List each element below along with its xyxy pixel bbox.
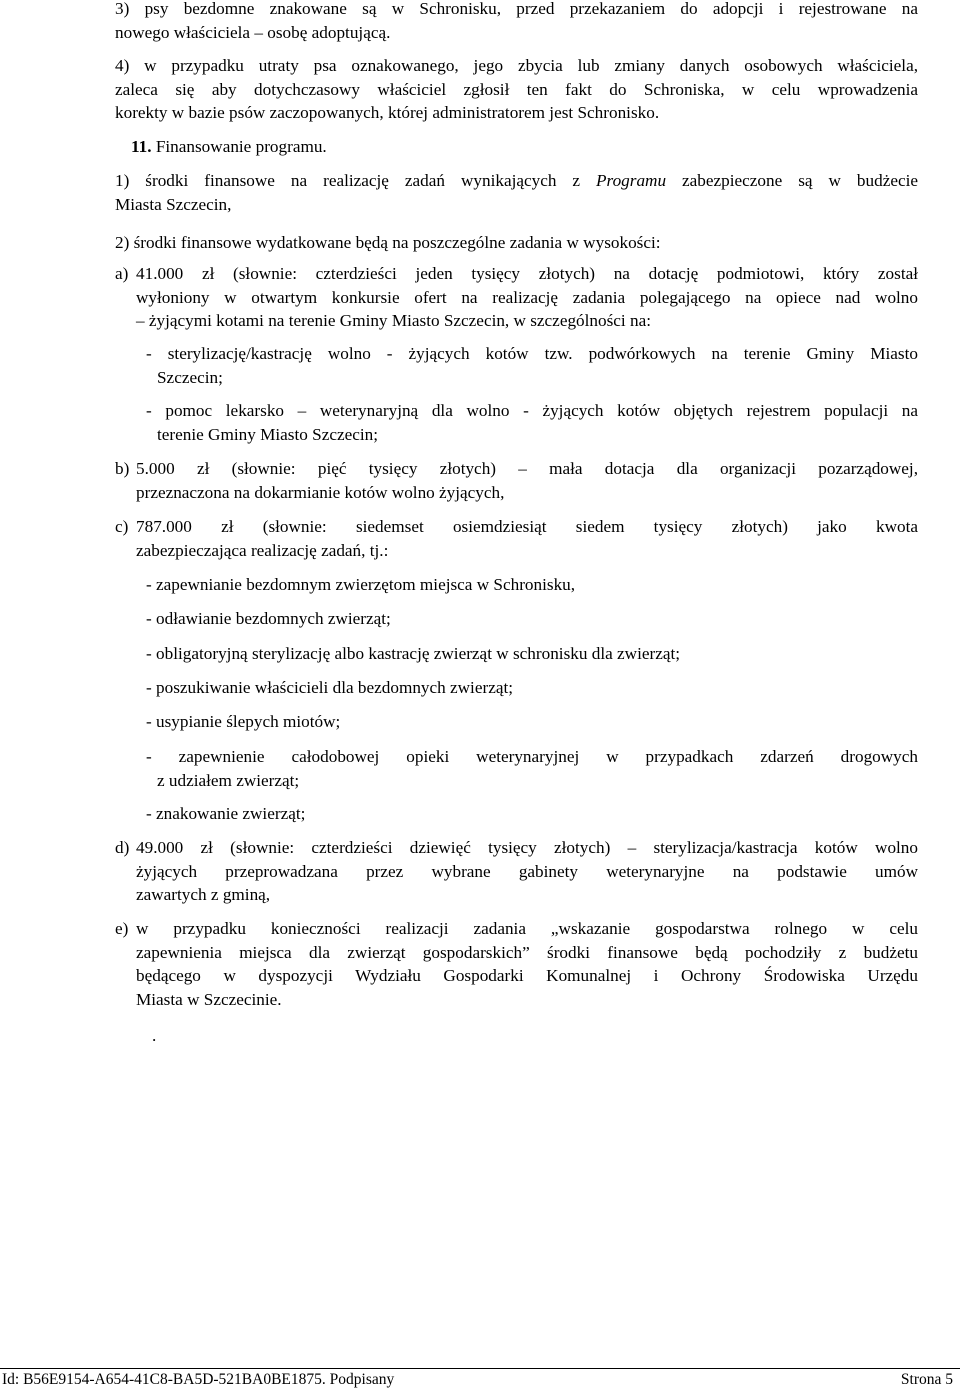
item-1 xyxy=(115,169,918,216)
item-a-line-3: – żyjącymi kotami na terenie Gminy Miasto Szczecin, w szczególności na: xyxy=(136,311,651,330)
item-a-bullet-1 xyxy=(146,342,918,389)
item-d-line-2: żyjących przeprowadzana przez wybrane gabinety weterynaryjne na podstawie umów xyxy=(136,861,918,881)
item-c-bullet-4: - poszukiwanie właścicieli dla bezdomnych zwierząt; xyxy=(146,678,513,697)
item-c-bullet-5: - usypianie ślepych miotów; xyxy=(146,712,341,731)
item-c-bullet-3: - obligatoryjną sterylizację albo kastrację zwierząt w schronisku dla zwierząt; xyxy=(146,644,681,663)
item-c-line-2: zabezpieczająca realizację zadań, tj.: xyxy=(136,540,389,560)
item-a-line-2: wyłoniony w otwartym konkursie ofert na realizację zadania polegającego na opiece nad wolno xyxy=(136,287,918,307)
item-e-line-4: Miasta w Szczecinie. xyxy=(136,989,282,1009)
item-e-line-1: w przypadku konieczności realizacji zadania „wskazanie gospodarstwa rolnego w celu xyxy=(136,919,918,938)
item-c-bullet-6 xyxy=(146,745,918,792)
item-d-line-3: zawartych z gminą, xyxy=(136,885,271,904)
stray-dot: . xyxy=(152,1026,157,1045)
item-a-bullet-1-line-1: - sterylizację/kastrację wolno - żyjących kotów tzw. podwórkowych na terenie Gminy Miasto xyxy=(146,344,918,363)
point-3 xyxy=(115,0,918,44)
item-a-bullet-2 xyxy=(146,399,918,446)
item-c-bullet-7: - znakowanie zwierząt; xyxy=(146,804,306,823)
item-a xyxy=(136,262,918,333)
item-c-bullet-1: - zapewnianie bezdomnym zwierzętom miejsca w Schronisku, xyxy=(146,575,576,594)
item-c-label: c) xyxy=(115,517,129,536)
item-b xyxy=(136,457,918,504)
page-number: Strona 5 xyxy=(900,1371,953,1388)
item-d-line-1: 49.000 zł (słownie: czterdzieści dziewięć tysięcy złotych) – sterylizacja/kastracja kotów wolno xyxy=(136,838,918,857)
item-e xyxy=(136,917,918,1011)
item-c xyxy=(136,515,918,562)
item-c-bullet-6-line-2: z udziałem zwierząt; xyxy=(157,770,300,790)
page-footer xyxy=(0,1368,960,1392)
item-1-line-1: 1) środki finansowe na realizację zadań wynikających z Programu zabezpieczone są w budżecie xyxy=(115,171,918,190)
point-3-line-1: 3) psy bezdomne znakowane są w Schronisku, przed przekazaniem do adopcji i rejestrowane na xyxy=(115,0,918,18)
item-b-line-1: 5.000 zł (słownie: pięć tysięcy złotych) – mała dotacja dla organizacji pozarządowej, xyxy=(136,459,918,478)
item-e-line-3: będącego w dyspozycji Wydziału Gospodarki Komunalnej i Ochrony Środowiska Urzędu xyxy=(136,966,918,985)
item-a-bullet-1-line-2: Szczecin; xyxy=(157,367,223,387)
item-e-line-2: zapewnienia miejsca dla zwierząt gospodarskich” środki finansowe będą pochodziły z budżetu xyxy=(136,942,918,962)
item-d xyxy=(136,836,918,907)
section-title: Finansowanie programu. xyxy=(155,137,327,156)
point-4-line-3: korekty w bazie psów zaczopowanych, której administratorem jest Schronisko. xyxy=(115,103,660,122)
item-a-bullet-2-line-2: terenie Gminy Miasto Szczecin; xyxy=(157,424,378,444)
item-c-bullet-2: - odławianie bezdomnych zwierząt; xyxy=(146,609,391,628)
point-3-line-2: nowego właściciela – osobę adoptującą. xyxy=(115,22,391,42)
item-a-bullet-2-line-1: - pomoc lekarsko – weterynaryjną dla wolno - żyjących kotów objętych rejestrem populacji na xyxy=(146,401,918,420)
item-2 xyxy=(115,231,918,255)
item-b-line-2: przeznaczona na dokarmianie kotów wolno żyjących, xyxy=(136,482,505,502)
item-b-label: b) xyxy=(115,459,130,478)
program-italic: Programu xyxy=(596,171,667,190)
section-number: 11. xyxy=(131,137,152,156)
item-c-bullet-6-line-1: - zapewnienie całodobowej opieki weterynaryjnej w przypadkach zdarzeń drogowych xyxy=(146,747,918,766)
item-1-line-2: Miasta Szczecin, xyxy=(115,194,232,214)
item-c-line-1: 787.000 zł (słownie: siedemset osiemdziesiąt siedem tysięcy złotych) jako kwota xyxy=(136,517,918,536)
section-heading xyxy=(131,135,327,159)
point-4 xyxy=(115,54,918,125)
item-e-label: e) xyxy=(115,919,129,938)
point-4-line-1: 4) w przypadku utraty psa oznakowanego, jego zbycia lub zmiany danych osobowych właściciela, xyxy=(115,56,918,75)
item-a-line-1: 41.000 zł (słownie: czterdzieści jeden tysięcy złotych) na dotację podmiotowi, który został xyxy=(136,264,918,283)
item-2-line-1: 2) środki finansowe wydatkowane będą na poszczególne zadania w wysokości: xyxy=(115,233,661,252)
item-d-label: d) xyxy=(115,838,130,857)
point-4-line-2: zaleca się aby dotychczasowy właściciel zgłosił ten fakt do Schroniska, w celu wprowadzenia xyxy=(115,79,918,99)
document-id: Id: B56E9154-A654-41C8-BA5D-521BA0BE1875. Podpisany xyxy=(2,1371,395,1388)
item-a-label: a) xyxy=(115,264,129,283)
